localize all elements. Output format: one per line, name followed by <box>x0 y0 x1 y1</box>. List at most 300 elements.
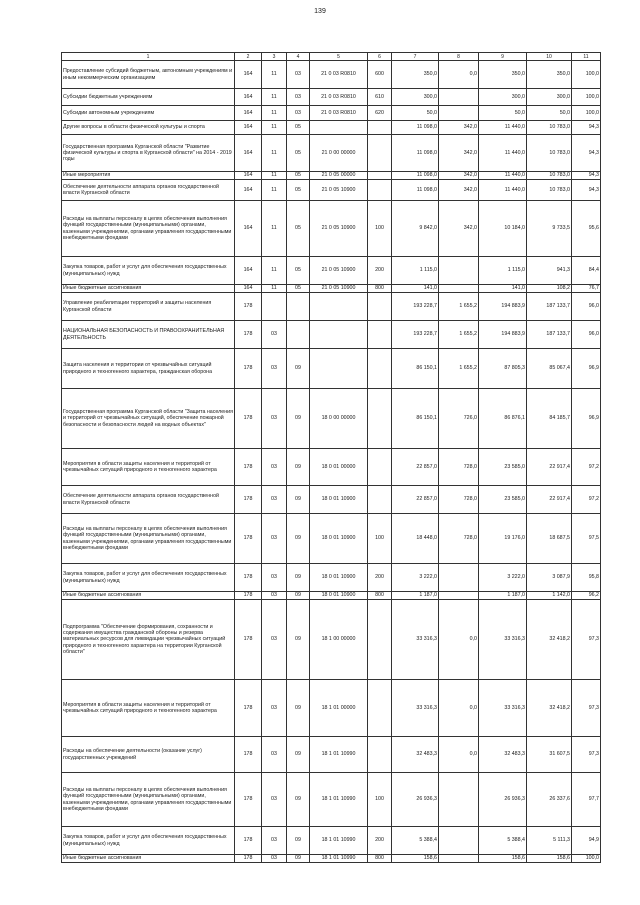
header-cell: 8 <box>439 53 479 61</box>
budget-table <box>61 52 601 863</box>
expense-type-code-cell <box>368 737 392 773</box>
refined-amount-cell: 23 585,0 <box>479 486 527 514</box>
section-code-cell: 11 <box>262 180 287 201</box>
section-code-cell: 11 <box>262 172 287 180</box>
target-article-code-cell <box>310 349 368 389</box>
expense-type-code-cell: 800 <box>368 855 392 863</box>
row-name-cell: Государственная программа Курганской области "Защита населения и территорий от чрезвычайных ситуаций, обеспечение пожарной безопасности и безопасности людей на водных объектах" <box>62 389 235 449</box>
target-article-code-cell: 21 0 03 R0810 <box>310 106 368 121</box>
subsection-code-cell: 05 <box>287 257 310 285</box>
row-name-cell: Субсидии бюджетным учреждениям <box>62 89 235 106</box>
executed-amount-cell: 158,6 <box>527 855 572 863</box>
execution-percent-cell: 84,4 <box>572 257 601 285</box>
subsection-code-cell: 05 <box>287 135 310 172</box>
row-name-cell: Расходы на обеспечение деятельности (оказание услуг) государственных учреждений <box>62 737 235 773</box>
table-row <box>62 592 601 600</box>
execution-percent-cell: 95,8 <box>572 564 601 592</box>
refined-amount-cell: 11 440,0 <box>479 121 527 135</box>
refined-amount-cell: 194 883,9 <box>479 293 527 321</box>
change-amount-cell: 1 655,2 <box>439 321 479 349</box>
execution-percent-cell: 94,9 <box>572 827 601 855</box>
refined-amount-cell: 3 222,0 <box>479 564 527 592</box>
refined-amount-cell: 194 883,9 <box>479 321 527 349</box>
target-article-code-cell <box>310 293 368 321</box>
refined-amount-cell: 87 805,3 <box>479 349 527 389</box>
subsection-code-cell: 09 <box>287 514 310 564</box>
table-row <box>62 389 601 449</box>
execution-percent-cell: 97,5 <box>572 514 601 564</box>
target-article-code-cell <box>310 121 368 135</box>
chapter-code-cell: 178 <box>235 389 262 449</box>
subsection-code-cell: 09 <box>287 389 310 449</box>
execution-percent-cell: 100,0 <box>572 855 601 863</box>
expense-type-code-cell <box>368 680 392 737</box>
execution-percent-cell: 97,7 <box>572 773 601 827</box>
change-amount-cell <box>439 855 479 863</box>
change-amount-cell: 1 655,2 <box>439 293 479 321</box>
chapter-code-cell: 178 <box>235 600 262 680</box>
execution-percent-cell: 96,0 <box>572 293 601 321</box>
refined-amount-cell: 26 936,3 <box>479 773 527 827</box>
execution-percent-cell: 97,3 <box>572 737 601 773</box>
row-name-cell: Управление реабилитации территорий и защиты населения Курганской области <box>62 293 235 321</box>
row-name-cell: Закупка товаров, работ и услуг для обеспечения государственных (муниципальных) нужд <box>62 564 235 592</box>
change-amount-cell <box>439 89 479 106</box>
table-row <box>62 180 601 201</box>
table-row <box>62 172 601 180</box>
refined-amount-cell: 50,0 <box>479 106 527 121</box>
subsection-code-cell: 03 <box>287 61 310 89</box>
header-cell: 4 <box>287 53 310 61</box>
subsection-code-cell: 09 <box>287 349 310 389</box>
section-code-cell: 11 <box>262 106 287 121</box>
executed-amount-cell: 1 142,0 <box>527 592 572 600</box>
header-cell: 2 <box>235 53 262 61</box>
chapter-code-cell: 164 <box>235 201 262 257</box>
executed-amount-cell: 10 783,0 <box>527 135 572 172</box>
header-cell: 11 <box>572 53 601 61</box>
expense-type-code-cell <box>368 172 392 180</box>
expense-type-code-cell: 620 <box>368 106 392 121</box>
executed-amount-cell: 18 687,5 <box>527 514 572 564</box>
change-amount-cell <box>439 257 479 285</box>
change-amount-cell: 1 655,2 <box>439 349 479 389</box>
subsection-code-cell: 09 <box>287 680 310 737</box>
expense-type-code-cell: 200 <box>368 827 392 855</box>
execution-percent-cell: 100,0 <box>572 61 601 89</box>
header-cell: 7 <box>392 53 439 61</box>
target-article-code-cell: 21 0 05 10900 <box>310 257 368 285</box>
table-row <box>62 737 601 773</box>
approved-amount-cell: 11 098,0 <box>392 135 439 172</box>
change-amount-cell <box>439 773 479 827</box>
refined-amount-cell: 5 388,4 <box>479 827 527 855</box>
section-code-cell: 03 <box>262 564 287 592</box>
execution-percent-cell: 95,6 <box>572 201 601 257</box>
section-code-cell: 11 <box>262 285 287 293</box>
change-amount-cell: 728,0 <box>439 449 479 486</box>
approved-amount-cell: 11 098,0 <box>392 121 439 135</box>
approved-amount-cell: 22 857,0 <box>392 449 439 486</box>
row-name-cell: Мероприятия в области защиты населения и территорий от чрезвычайных ситуаций природного и техногенного характера <box>62 449 235 486</box>
chapter-code-cell: 164 <box>235 106 262 121</box>
executed-amount-cell: 187 133,7 <box>527 293 572 321</box>
approved-amount-cell: 350,0 <box>392 61 439 89</box>
table-row <box>62 486 601 514</box>
table-row <box>62 201 601 257</box>
execution-percent-cell: 96,2 <box>572 592 601 600</box>
header-cell: 3 <box>262 53 287 61</box>
approved-amount-cell: 33 316,3 <box>392 600 439 680</box>
approved-amount-cell: 300,0 <box>392 89 439 106</box>
subsection-code-cell: 09 <box>287 592 310 600</box>
target-article-code-cell: 18 0 01 10900 <box>310 514 368 564</box>
approved-amount-cell: 33 316,3 <box>392 680 439 737</box>
table-row <box>62 600 601 680</box>
expense-type-code-cell <box>368 321 392 349</box>
approved-amount-cell: 5 388,4 <box>392 827 439 855</box>
chapter-code-cell: 164 <box>235 89 262 106</box>
chapter-code-cell: 178 <box>235 321 262 349</box>
chapter-code-cell: 178 <box>235 827 262 855</box>
table-row <box>62 349 601 389</box>
execution-percent-cell: 100,0 <box>572 106 601 121</box>
approved-amount-cell: 26 936,3 <box>392 773 439 827</box>
approved-amount-cell: 11 098,0 <box>392 172 439 180</box>
header-cell: 5 <box>310 53 368 61</box>
row-name-cell: Иные бюджетные ассигнования <box>62 592 235 600</box>
refined-amount-cell: 10 184,0 <box>479 201 527 257</box>
section-code-cell: 03 <box>262 321 287 349</box>
refined-amount-cell: 1 187,0 <box>479 592 527 600</box>
execution-percent-cell: 96,9 <box>572 389 601 449</box>
execution-percent-cell: 94,3 <box>572 135 601 172</box>
approved-amount-cell: 3 222,0 <box>392 564 439 592</box>
executed-amount-cell: 350,0 <box>527 61 572 89</box>
chapter-code-cell: 178 <box>235 680 262 737</box>
refined-amount-cell: 141,0 <box>479 285 527 293</box>
target-article-code-cell: 21 0 05 10900 <box>310 180 368 201</box>
executed-amount-cell: 187 133,7 <box>527 321 572 349</box>
target-article-code-cell: 21 0 05 10900 <box>310 285 368 293</box>
executed-amount-cell: 941,3 <box>527 257 572 285</box>
target-article-code-cell: 21 0 03 R0810 <box>310 89 368 106</box>
target-article-code-cell: 18 1 01 10990 <box>310 827 368 855</box>
execution-percent-cell: 94,3 <box>572 172 601 180</box>
table-row <box>62 827 601 855</box>
header-row <box>62 53 601 61</box>
row-name-cell: Расходы на выплаты персоналу в целях обеспечения выполнения функций государственными (муниципальными) органами, казенными учреждениями, органами управления государственными внебюджетными фондами <box>62 773 235 827</box>
chapter-code-cell: 178 <box>235 855 262 863</box>
table-row <box>62 293 601 321</box>
header-cell: 10 <box>527 53 572 61</box>
expense-type-code-cell <box>368 486 392 514</box>
row-name-cell: Подпрограмма "Обеспечение формирования, сохранности и содержания имущества гражданской обороны и резерва материальных ресурсов для ликвидации чрезвычайных ситуаций природного и техногенного характера на территории Курганской области" <box>62 600 235 680</box>
section-code-cell: 03 <box>262 827 287 855</box>
table-row <box>62 773 601 827</box>
change-amount-cell: 342,0 <box>439 180 479 201</box>
executed-amount-cell: 32 418,2 <box>527 680 572 737</box>
subsection-code-cell: 05 <box>287 201 310 257</box>
target-article-code-cell: 18 0 00 00000 <box>310 389 368 449</box>
chapter-code-cell: 164 <box>235 121 262 135</box>
chapter-code-cell: 178 <box>235 293 262 321</box>
approved-amount-cell: 1 187,0 <box>392 592 439 600</box>
subsection-code-cell: 09 <box>287 773 310 827</box>
chapter-code-cell: 178 <box>235 737 262 773</box>
subsection-code-cell: 03 <box>287 89 310 106</box>
execution-percent-cell: 100,0 <box>572 89 601 106</box>
row-name-cell: Иные бюджетные ассигнования <box>62 285 235 293</box>
change-amount-cell: 728,0 <box>439 486 479 514</box>
expense-type-code-cell: 610 <box>368 89 392 106</box>
target-article-code-cell: 21 0 05 10900 <box>310 201 368 257</box>
change-amount-cell: 342,0 <box>439 172 479 180</box>
chapter-code-cell: 178 <box>235 514 262 564</box>
section-code-cell: 11 <box>262 89 287 106</box>
executed-amount-cell: 26 337,6 <box>527 773 572 827</box>
execution-percent-cell: 94,3 <box>572 180 601 201</box>
target-article-code-cell: 18 0 01 10900 <box>310 564 368 592</box>
subsection-code-cell: 09 <box>287 564 310 592</box>
change-amount-cell: 0,0 <box>439 600 479 680</box>
table-row <box>62 321 601 349</box>
table-row <box>62 106 601 121</box>
table-row <box>62 564 601 592</box>
change-amount-cell <box>439 106 479 121</box>
executed-amount-cell: 3 087,9 <box>527 564 572 592</box>
row-name-cell: Закупка товаров, работ и услуг для обеспечения государственных (муниципальных) нужд <box>62 257 235 285</box>
execution-percent-cell: 96,0 <box>572 321 601 349</box>
subsection-code-cell: 09 <box>287 486 310 514</box>
approved-amount-cell: 9 842,0 <box>392 201 439 257</box>
header-cell: 6 <box>368 53 392 61</box>
row-name-cell: Иные бюджетные ассигнования <box>62 855 235 863</box>
chapter-code-cell: 164 <box>235 61 262 89</box>
change-amount-cell <box>439 285 479 293</box>
refined-amount-cell: 11 440,0 <box>479 135 527 172</box>
row-name-cell: Расходы на выплаты персоналу в целях обеспечения выполнения функций государственными (муниципальными) органами, казенными учреждениями, органами управления государственными внебюджетными фондами <box>62 514 235 564</box>
target-article-code-cell: 18 0 01 00000 <box>310 449 368 486</box>
row-name-cell: Другие вопросы в области физической культуры и спорта <box>62 121 235 135</box>
change-amount-cell: 0,0 <box>439 61 479 89</box>
refined-amount-cell: 300,0 <box>479 89 527 106</box>
section-code-cell: 11 <box>262 201 287 257</box>
refined-amount-cell: 350,0 <box>479 61 527 89</box>
section-code-cell: 11 <box>262 257 287 285</box>
chapter-code-cell: 164 <box>235 285 262 293</box>
execution-percent-cell: 97,2 <box>572 449 601 486</box>
row-name-cell: Государственная программа Курганской области "Развитие физической культуры и спорта в Курганской области" на 2014 - 2019 годы <box>62 135 235 172</box>
row-name-cell: Обеспечение деятельности аппарата органов государственной власти Курганской области <box>62 180 235 201</box>
section-code-cell: 11 <box>262 61 287 89</box>
refined-amount-cell: 33 316,3 <box>479 600 527 680</box>
subsection-code-cell: 09 <box>287 449 310 486</box>
change-amount-cell: 342,0 <box>439 121 479 135</box>
chapter-code-cell: 164 <box>235 180 262 201</box>
approved-amount-cell: 11 098,0 <box>392 180 439 201</box>
approved-amount-cell: 22 857,0 <box>392 486 439 514</box>
executed-amount-cell: 10 783,0 <box>527 172 572 180</box>
section-code-cell: 03 <box>262 737 287 773</box>
executed-amount-cell: 10 783,0 <box>527 180 572 201</box>
executed-amount-cell: 22 917,4 <box>527 486 572 514</box>
change-amount-cell <box>439 592 479 600</box>
change-amount-cell <box>439 564 479 592</box>
executed-amount-cell: 50,0 <box>527 106 572 121</box>
expense-type-code-cell <box>368 349 392 389</box>
table-row <box>62 680 601 737</box>
chapter-code-cell: 178 <box>235 592 262 600</box>
approved-amount-cell: 32 483,3 <box>392 737 439 773</box>
executed-amount-cell: 9 733,5 <box>527 201 572 257</box>
header-cell: 9 <box>479 53 527 61</box>
refined-amount-cell: 1 115,0 <box>479 257 527 285</box>
target-article-code-cell: 21 0 03 R0810 <box>310 61 368 89</box>
header-cell: 1 <box>62 53 235 61</box>
table-row <box>62 61 601 89</box>
row-name-cell: Иные мероприятия <box>62 172 235 180</box>
target-article-code-cell: 18 1 01 00000 <box>310 680 368 737</box>
section-code-cell <box>262 293 287 321</box>
expense-type-code-cell <box>368 389 392 449</box>
section-code-cell: 03 <box>262 600 287 680</box>
row-name-cell: Закупка товаров, работ и услуг для обеспечения государственных (муниципальных) нужд <box>62 827 235 855</box>
section-code-cell: 03 <box>262 592 287 600</box>
approved-amount-cell: 86 150,1 <box>392 389 439 449</box>
section-code-cell: 03 <box>262 855 287 863</box>
expense-type-code-cell: 100 <box>368 773 392 827</box>
row-name-cell: НАЦИОНАЛЬНАЯ БЕЗОПАСНОСТЬ И ПРАВООХРАНИТЕЛЬНАЯ ДЕЯТЕЛЬНОСТЬ <box>62 321 235 349</box>
chapter-code-cell: 178 <box>235 564 262 592</box>
subsection-code-cell: 05 <box>287 172 310 180</box>
expense-type-code-cell <box>368 121 392 135</box>
section-code-cell: 11 <box>262 135 287 172</box>
target-article-code-cell: 18 0 01 10900 <box>310 486 368 514</box>
executed-amount-cell: 22 917,4 <box>527 449 572 486</box>
chapter-code-cell: 178 <box>235 349 262 389</box>
executed-amount-cell: 84 185,7 <box>527 389 572 449</box>
change-amount-cell: 728,0 <box>439 514 479 564</box>
executed-amount-cell: 108,2 <box>527 285 572 293</box>
executed-amount-cell: 32 418,2 <box>527 600 572 680</box>
section-code-cell: 03 <box>262 773 287 827</box>
expense-type-code-cell: 800 <box>368 285 392 293</box>
subsection-code-cell <box>287 293 310 321</box>
change-amount-cell: 726,0 <box>439 389 479 449</box>
expense-type-code-cell: 600 <box>368 61 392 89</box>
refined-amount-cell: 32 483,3 <box>479 737 527 773</box>
execution-percent-cell: 97,3 <box>572 680 601 737</box>
table-row <box>62 514 601 564</box>
target-article-code-cell: 21 0 00 00000 <box>310 135 368 172</box>
row-name-cell: Расходы на выплаты персоналу в целях обеспечения выполнения функций государственными (муниципальными) органами, казенными учреждениями, органами управления государственными внебюджетными фондами <box>62 201 235 257</box>
table-row <box>62 121 601 135</box>
expense-type-code-cell <box>368 600 392 680</box>
page-number: 139 <box>314 8 326 15</box>
subsection-code-cell: 09 <box>287 827 310 855</box>
approved-amount-cell: 86 150,1 <box>392 349 439 389</box>
section-code-cell: 03 <box>262 389 287 449</box>
target-article-code-cell: 18 1 01 10990 <box>310 855 368 863</box>
change-amount-cell: 342,0 <box>439 135 479 172</box>
approved-amount-cell: 158,6 <box>392 855 439 863</box>
approved-amount-cell: 141,0 <box>392 285 439 293</box>
expense-type-code-cell <box>368 135 392 172</box>
subsection-code-cell: 05 <box>287 180 310 201</box>
change-amount-cell: 0,0 <box>439 737 479 773</box>
subsection-code-cell: 05 <box>287 121 310 135</box>
table-row <box>62 135 601 172</box>
refined-amount-cell: 86 876,1 <box>479 389 527 449</box>
target-article-code-cell <box>310 321 368 349</box>
executed-amount-cell: 5 111,3 <box>527 827 572 855</box>
refined-amount-cell: 19 176,0 <box>479 514 527 564</box>
executed-amount-cell: 31 607,5 <box>527 737 572 773</box>
expense-type-code-cell <box>368 293 392 321</box>
table-row <box>62 285 601 293</box>
row-name-cell: Мероприятия в области защиты населения и территорий от чрезвычайных ситуаций природного и техногенного характера <box>62 680 235 737</box>
target-article-code-cell: 21 0 05 00000 <box>310 172 368 180</box>
table-row <box>62 855 601 863</box>
chapter-code-cell: 164 <box>235 257 262 285</box>
execution-percent-cell: 94,3 <box>572 121 601 135</box>
row-name-cell: Защита населения и территории от чрезвычайных ситуаций природного и техногенного характера, гражданская оборона <box>62 349 235 389</box>
subsection-code-cell: 05 <box>287 285 310 293</box>
chapter-code-cell: 178 <box>235 449 262 486</box>
change-amount-cell <box>439 827 479 855</box>
section-code-cell: 03 <box>262 449 287 486</box>
row-name-cell: Обеспечение деятельности аппарата органов государственной власти Курганской области <box>62 486 235 514</box>
expense-type-code-cell: 800 <box>368 592 392 600</box>
refined-amount-cell: 23 585,0 <box>479 449 527 486</box>
executed-amount-cell: 300,0 <box>527 89 572 106</box>
table-row <box>62 89 601 106</box>
chapter-code-cell: 178 <box>235 486 262 514</box>
section-code-cell: 03 <box>262 486 287 514</box>
table-row <box>62 257 601 285</box>
chapter-code-cell: 164 <box>235 135 262 172</box>
refined-amount-cell: 11 440,0 <box>479 172 527 180</box>
subsection-code-cell: 03 <box>287 106 310 121</box>
expense-type-code-cell: 200 <box>368 564 392 592</box>
target-article-code-cell: 18 1 01 10990 <box>310 737 368 773</box>
execution-percent-cell: 97,3 <box>572 600 601 680</box>
target-article-code-cell: 18 1 00 00000 <box>310 600 368 680</box>
chapter-code-cell: 178 <box>235 773 262 827</box>
expense-type-code-cell <box>368 180 392 201</box>
section-code-cell: 03 <box>262 514 287 564</box>
target-article-code-cell: 18 1 01 10990 <box>310 773 368 827</box>
table-body <box>62 53 601 863</box>
refined-amount-cell: 158,6 <box>479 855 527 863</box>
table-row <box>62 449 601 486</box>
approved-amount-cell: 1 115,0 <box>392 257 439 285</box>
target-article-code-cell: 18 0 01 10900 <box>310 592 368 600</box>
subsection-code-cell: 09 <box>287 855 310 863</box>
executed-amount-cell: 10 783,0 <box>527 121 572 135</box>
execution-percent-cell: 96,9 <box>572 349 601 389</box>
change-amount-cell: 0,0 <box>439 680 479 737</box>
execution-percent-cell: 76,7 <box>572 285 601 293</box>
row-name-cell: Предоставление субсидий бюджетным, автономным учреждениям и иным некоммерческим организациям <box>62 61 235 89</box>
section-code-cell: 03 <box>262 680 287 737</box>
expense-type-code-cell <box>368 449 392 486</box>
approved-amount-cell: 193 228,7 <box>392 293 439 321</box>
approved-amount-cell: 18 448,0 <box>392 514 439 564</box>
subsection-code-cell <box>287 321 310 349</box>
chapter-code-cell: 164 <box>235 172 262 180</box>
